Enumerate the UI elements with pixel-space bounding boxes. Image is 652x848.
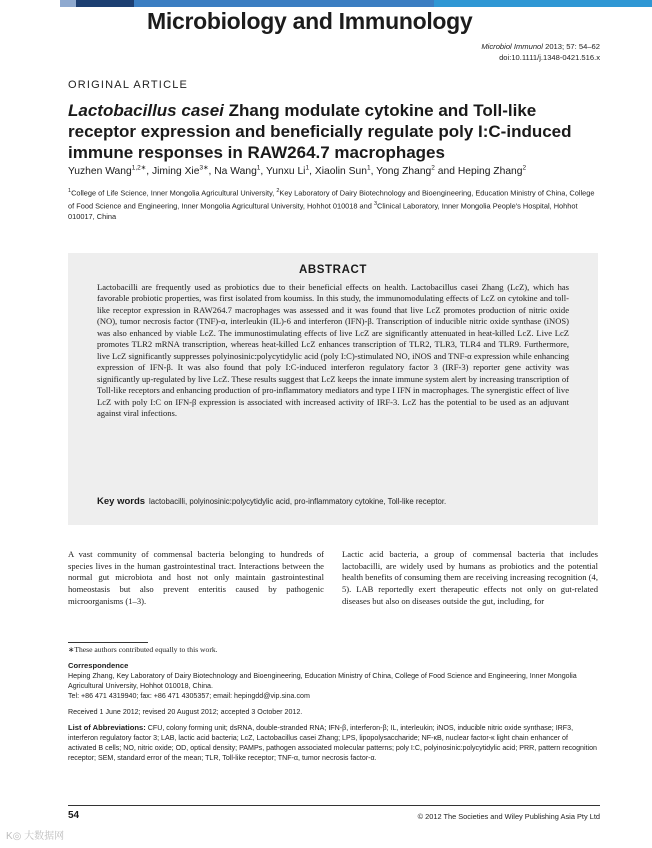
equal-contribution-note: ∗These authors contributed equally to this work. [68,645,218,654]
author[interactable]: Na Wang$^1$, [214,165,266,178]
article-type: ORIGINAL ARTICLE [68,79,189,91]
abbreviations [68,723,598,763]
author[interactable]: Xiaolin Sun$^1$, [314,165,377,178]
abstract-text: Lactobacilli are frequently used as probiotics due to their beneficial effects on health. Lactobacillus casei Zhang (LcZ), which has favorable probiotic properties, was first isolated from koumiss. In this study, the immunomodulating effects of LcZ on cytokine and toll-like receptor expression in RAW264.7 macrophages was assessed and it was found that live LcZ promotes production of nitric oxide (NO), tumor necrosis factor (TNF)-α, interleukin (IL)-6 and interferon (IFN)-β. Transcription of inducible nitric oxide synthase (iNOS) was also enhanced by viable LcZ. The immunostimulating effects of live LcZ are significantly attenuated in heat-killed LcZ. Live LcZ promotes TLR2 mRNA transcription, whereas heat-killed LcZ enhances transcription of TLR2, TLR3, TLR4 and TLR9. Furthermore, live LcZ significantly suppresses polyinosinic:polycytidylic acid (poly I:C)-stimulated NO, iNOS and TNF-α expression while enhancing expression of IFN-β. It was also found that poly I:C-induced interferon regulatory factor 3 (IRF-3) reporter gene activity was significantly up-regulated by live LcZ. These results suggest that LcZ keeps the innate immune system alert by increasing transcription of Toll-like receptors and enhancing production of pro-inflammatory mediators and type I IFN in macrophages. The synergistic effect of live LcZ with poly I:C on IFN-β expression is associated with increased activity of IRF-3. LcZ has the potential to be used as an adjuvant against viral infections. [97,282,569,418]
color-bar-segment [434,0,652,7]
body-right-column: Lactic acid bacteria, a group of commensal bacteria that includes lactobacilli, are widely used by humans as probiotics and the potential health benefits of consuming them are receiving increasing recognition (4, 5). LAB reportedly exert therapeutic effects not only on gut-related diseases but also on diseases outside the gut, including, for [342,549,598,606]
footer-rule [68,805,600,806]
keywords [97,496,577,507]
footnote-rule [68,642,148,643]
affiliations: $^1$College of Life Science, Inner Mongolia Agricultural University, $^2$Key Laboratory of Dairy Biotechnology and Bioengineering, Education Ministry of China, College of Food Science and Engineering, Inner Mongolia Agricultural University, Hohhot 010018 and $^3$Clinical Laboratory, Inner Mongolia People's Hospital, Hohhot 010017, China [68,188,595,222]
abbreviations-label: List of Abbreviations: [68,723,146,732]
keywords-label: Key words [97,496,146,507]
title-rest: Zhang modulate cytokine and Toll-like receptor expression and beneficially regulate poly I:C-induced immune responses in RAW264.7 macrophages [68,101,572,162]
doi[interactable]: doi:10.1111/j.1348-0421.516.x [499,52,600,62]
author[interactable]: Yuzhen Wang$^{1,2∗}$, [68,165,152,178]
correspondence-contact: Tel: +86 471 4319940; fax: +86 471 4305357; email: hepingdd@vip.sina.com [68,692,310,700]
author[interactable]: Jiming Xie$^{3∗}$, [151,165,215,178]
author-list [68,164,628,177]
correspondence-text: Heping Zhang, Key Laboratory of Dairy Biotechnology and Bioengineering, Education Ministry of China, College of Food Science and Engineering, Inner Mongolia Agricultural University, Hohhot 010018, China. [68,672,577,690]
author[interactable]: Yunxu Li$^1$, [265,165,315,178]
correspondence-label: Correspondence [68,661,129,670]
author[interactable]: Yong Zhang$^2$ and [376,165,458,178]
body-left-column: A vast community of commensal bacteria belonging to hundreds of species lives in the human gastrointestinal tract. Interactions between the normal gut microbiota and host not only maintain gastrointestinal homeostasis but also prevent enteritis caused by pathogenic microorganisms (1–3). [68,549,324,606]
author[interactable]: Heping Zhang$^2$ [457,165,527,178]
page-number: 54 [68,810,80,821]
watermark: K◎ 大数据网 [6,831,65,842]
abstract-box [68,253,598,525]
journal-name: Microbiology and Immunology [147,8,473,34]
citation-details: 2013; 57: 54–62 [542,42,600,51]
color-bar-segment [76,0,134,7]
journal-color-bar [0,0,652,7]
article-title [68,100,608,163]
color-bar-segment [60,0,76,7]
title-italic: Lactobacillus casei [68,101,224,120]
abbreviations-text: CFU, colony forming unit; dsRNA, double-stranded RNA; IFN-β, interferon-β; IL, interleukin; iNOS, inducible nitric oxide synthase; IRF3, interferon regulatory factor 3; LAB, lactic acid bacteria; LcZ, Lactobacillus casei Zhang; LPS, lipopolysaccharide; NF-κB, nuclear factor-κ light chain enhancer of activated B cells; NO, nitric oxide; OD, optical density; PAMPs, pathogen associated molecular patterns; poly I:C, polyinosinic:polycytidylic acid; PRR, pattern recognition receptor; SEM, standard error of the mean; TLR, Toll-like receptor; TNF-α, tumor necrosis factor-α. [68,724,597,762]
citation-journal: Microbiol Immunol [481,42,543,51]
citation [481,42,600,63]
color-bar-segment [134,0,434,7]
copyright: © 2012 The Societies and Wiley Publishing Asia Pty Ltd [417,812,600,821]
abstract-heading: ABSTRACT [298,264,368,276]
received-dates: Received 1 June 2012; revised 20 August 2012; accepted 3 October 2012. [68,708,303,716]
footnotes [68,645,598,763]
keywords-text: lactobacilli, polyinosinic:polycytidylic acid, pro-inflammatory cytokine, Toll-like receptor. [149,497,447,506]
